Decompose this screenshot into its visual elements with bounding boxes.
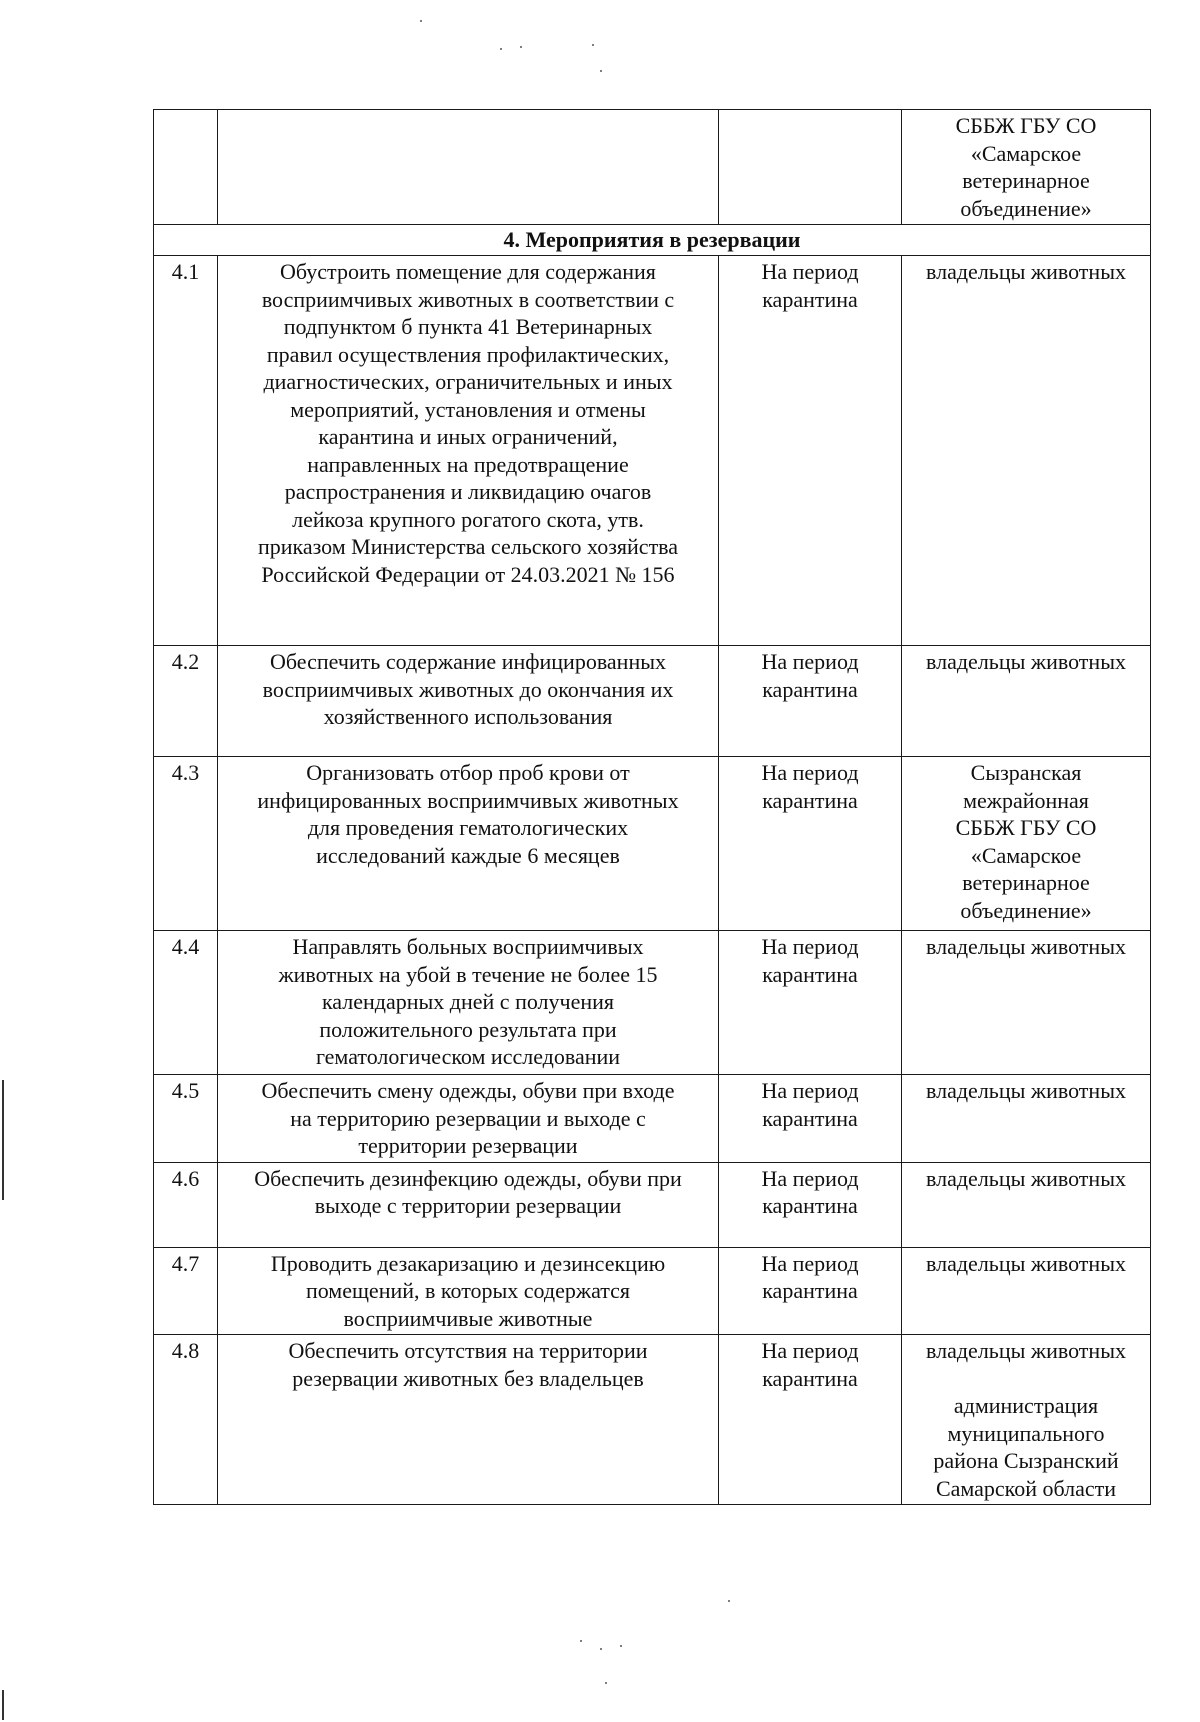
cell-responsible (902, 646, 1151, 757)
cell-responsible (902, 1335, 1151, 1505)
term-line: На период (761, 760, 859, 785)
cell-responsible (902, 1075, 1151, 1163)
measure-line: восприимчивых животных до окончания их (262, 676, 674, 702)
scan-speck (420, 20, 422, 22)
measure-line: восприимчивые животные (343, 1305, 593, 1331)
cell-measure (218, 1335, 719, 1505)
row-number: 4.2 (154, 646, 218, 757)
section-title: 4. Мероприятия в резервации (154, 225, 1151, 256)
measure-line: подпунктом б пункта 41 Ветеринарных (283, 314, 653, 339)
responsible-line: Сызранская (970, 760, 1082, 785)
term-line: карантина (762, 787, 858, 813)
responsible-line: владельцы животных (926, 259, 1126, 284)
measure-line: помещений, в которых содержатся (305, 1278, 631, 1303)
table-row-section (154, 225, 1151, 256)
cell-measure (218, 110, 719, 225)
scan-speck (605, 1682, 607, 1684)
scan-speck (500, 48, 502, 50)
table-row (154, 1162, 1151, 1247)
measure-line: резервации животных без владельцев (292, 1365, 644, 1391)
measure-line: Проводить дезакаризацию и дезинсекцию (270, 1250, 666, 1276)
measure-line: инфицированных восприимчивых животных (257, 787, 679, 813)
responsible-line: СББЖ ГБУ СО (955, 815, 1097, 840)
cell-term (719, 931, 902, 1075)
measure-line: лейкоза крупного рогатого скота, утв. (292, 506, 644, 532)
measure-line: исследований каждые 6 месяцев (316, 842, 620, 868)
responsible-line: владельцы животных (926, 1338, 1126, 1363)
cell-term (719, 1335, 902, 1505)
row-number: 4.3 (154, 757, 218, 931)
responsible-line: ветеринарное (962, 870, 1090, 895)
cell-measure (218, 931, 719, 1075)
cell-measure (218, 256, 719, 646)
responsible-line: ветеринарное (962, 168, 1090, 193)
table-row (154, 646, 1151, 757)
measure-line: восприимчивых животных в соответствии с (261, 286, 675, 312)
scan-speck (600, 1648, 602, 1650)
scan-edge-mark (2, 1690, 4, 1720)
measure-line: Обеспечить смену одежды, обуви при входе (261, 1078, 675, 1103)
measure-line: положительного результата при (319, 1016, 617, 1042)
responsible-line: объединение» (960, 195, 1092, 221)
cell-measure (218, 1162, 719, 1247)
table-row (154, 256, 1151, 646)
measure-line: Обеспечить отсутствия на территории (288, 1338, 648, 1363)
row-number: 4.5 (154, 1075, 218, 1163)
cell-measure (218, 646, 719, 757)
responsible-line: «Самарское (970, 842, 1082, 868)
term-line: карантина (762, 1105, 858, 1131)
cell-responsible (902, 1247, 1151, 1335)
table-row-continuation (154, 110, 1151, 225)
cell-measure (218, 757, 719, 931)
measure-line: правил осуществления профилактических, (266, 341, 670, 367)
measure-line: выходе с территории резервации (314, 1193, 622, 1218)
cell-num (154, 110, 218, 225)
row-number: 4.6 (154, 1162, 218, 1247)
term-line: карантина (762, 961, 858, 987)
cell-term (719, 1247, 902, 1335)
scan-edge-mark (2, 1080, 4, 1200)
term-line: На период (761, 1078, 859, 1103)
measure-line: Российской Федерации от 24.03.2021 № 156 (261, 561, 675, 587)
measure-line: Обеспечить содержание инфицированных (269, 649, 667, 674)
cell-measure (218, 1075, 719, 1163)
responsible-line: администрация (953, 1393, 1099, 1418)
cell-term (719, 256, 902, 646)
scan-speck (728, 1600, 730, 1602)
measure-line: территории резервации (358, 1133, 578, 1158)
responsible-line: владельцы животных (926, 1078, 1126, 1103)
measure-line: для проведения гематологических (307, 815, 629, 840)
responsible-line: объединение» (960, 897, 1092, 923)
measure-line: Обустроить помещение для содержания (280, 259, 656, 284)
term-line: карантина (762, 1365, 858, 1391)
term-line: карантина (762, 286, 858, 312)
responsible-line: района Сызранский (933, 1448, 1119, 1473)
term-line: На период (761, 1338, 859, 1363)
measures-table (153, 109, 1151, 1505)
measure-line: Обеспечить дезинфекцию одежды, обуви при (254, 1165, 682, 1191)
measure-line: гематологическом исследовании (315, 1044, 621, 1069)
measure-line: диагностических, ограничительных и иных (263, 369, 673, 394)
term-line: карантина (762, 1278, 858, 1303)
term-line: карантина (762, 1193, 858, 1218)
responsible-line: владельцы животных (926, 1165, 1126, 1191)
cell-responsible (902, 1162, 1151, 1247)
cell-term (719, 110, 902, 225)
table-row (154, 1247, 1151, 1335)
scan-speck (580, 1640, 582, 1642)
responsible-line: муниципального (947, 1420, 1105, 1446)
scan-speck (592, 44, 594, 46)
table-row (154, 757, 1151, 931)
measure-line: мероприятий, установления и отмены (290, 396, 646, 422)
row-number: 4.8 (154, 1335, 218, 1505)
measure-line: приказом Министерства сельского хозяйства (257, 534, 679, 559)
cell-term (719, 1162, 902, 1247)
term-line: На период (761, 649, 859, 674)
measure-line: хозяйственного использования (323, 704, 613, 729)
term-line: карантина (762, 676, 858, 702)
row-number: 4.1 (154, 256, 218, 646)
cell-term (719, 1075, 902, 1163)
cell-responsible (902, 757, 1151, 931)
cell-measure (218, 1247, 719, 1335)
table-row (154, 931, 1151, 1075)
responsible-line: владельцы животных (926, 649, 1126, 674)
responsible-line: владельцы животных (926, 934, 1126, 959)
responsible-line: «Самарское (970, 140, 1082, 166)
scan-speck (620, 1645, 622, 1647)
responsible-line (908, 1365, 1144, 1393)
cell-term (719, 757, 902, 931)
measure-line: направленных на предотвращение (307, 451, 629, 477)
measure-line: Организовать отбор проб крови от (306, 760, 630, 785)
measure-line: распространения и ликвидацию очагов (284, 479, 652, 504)
responsible-line: межрайонная (963, 787, 1089, 813)
responsible-line: владельцы животных (926, 1250, 1126, 1276)
term-line: На период (761, 1250, 859, 1276)
scan-speck (600, 70, 602, 72)
cell-responsible (902, 256, 1151, 646)
measure-line: на территорию резервации и выходе с (290, 1105, 646, 1131)
measure-line: животных на убой в течение не более 15 (278, 961, 658, 987)
responsible-line: СББЖ ГБУ СО (955, 113, 1097, 138)
responsible-line: Самарской области (935, 1475, 1117, 1501)
table-row (154, 1075, 1151, 1163)
scan-speck (520, 46, 522, 48)
measure-line: карантина и иных ограничений, (318, 424, 618, 449)
term-line: На период (761, 1165, 859, 1191)
cell-responsible (902, 931, 1151, 1075)
row-number: 4.4 (154, 931, 218, 1075)
row-number: 4.7 (154, 1247, 218, 1335)
cell-term (719, 646, 902, 757)
cell-responsible (902, 110, 1151, 225)
measure-line: Направлять больных восприимчивых (292, 934, 644, 959)
term-line: На период (761, 934, 859, 959)
table-row (154, 1335, 1151, 1505)
measure-line: календарных дней с получения (321, 989, 615, 1014)
term-line: На период (761, 259, 859, 284)
